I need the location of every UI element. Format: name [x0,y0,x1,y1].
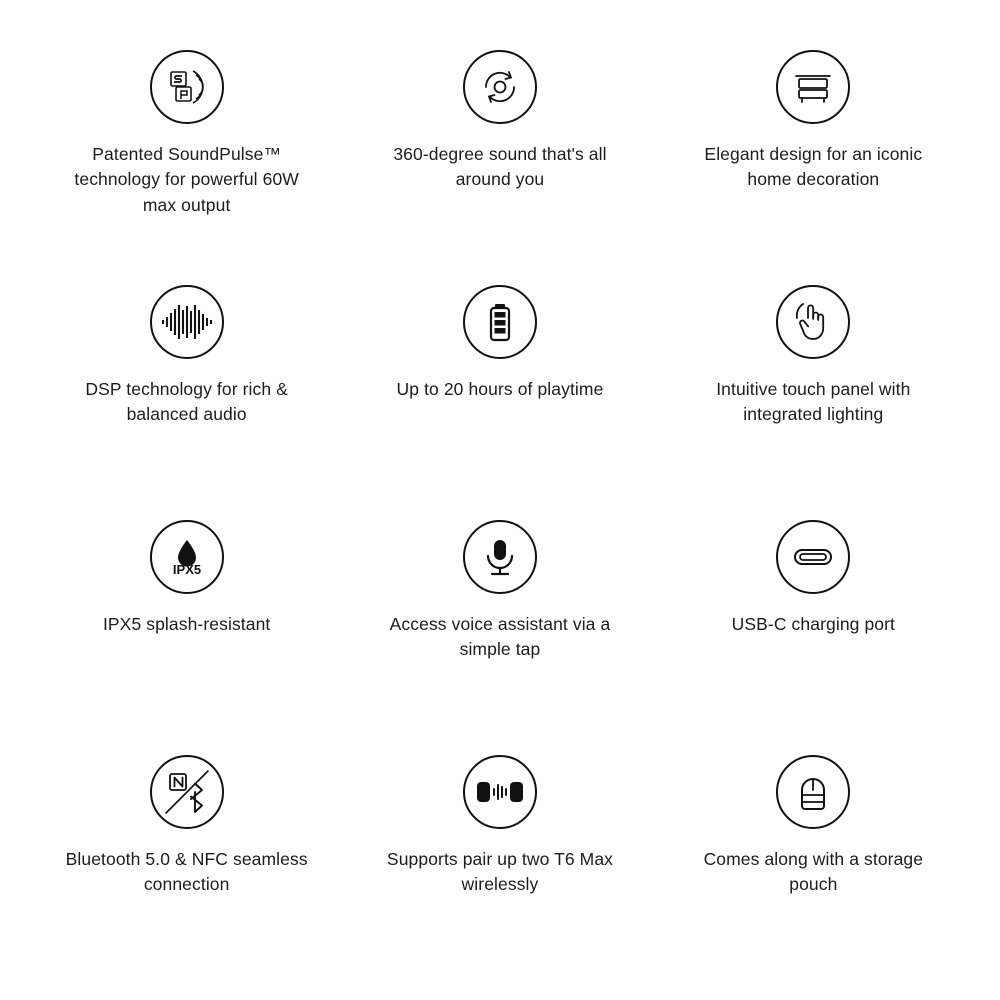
soundpulse-icon [150,50,224,124]
feature-item [343,745,656,980]
feature-item [343,40,656,275]
storage-pouch-icon [776,755,850,829]
touch-panel-hand-icon [776,285,850,359]
feature-item [30,745,343,980]
two-speakers-pairing-icon [463,755,537,829]
feature-label: Comes along with a storage pouch [703,849,924,895]
feature-item [30,510,343,745]
speaker-design-icon [776,50,850,124]
feature-item [343,275,656,510]
ipx5-waterdrop-icon [150,520,224,594]
feature-item [343,510,656,745]
feature-item [30,275,343,510]
feature-label: Intuitive touch panel with integrated lighting [716,379,911,425]
feature-label: Bluetooth 5.0 & NFC seamless connection [65,849,308,895]
feature-item [657,745,970,980]
feature-item [657,275,970,510]
feature-label: Supports pair up two T6 Max wirelessly [386,849,614,895]
feature-item [30,40,343,275]
feature-item [657,40,970,275]
feature-label: USB-C charging port [731,614,895,634]
feature-label: Access voice assistant via a simple tap [389,614,611,660]
dsp-waveform-icon [150,285,224,359]
feature-item [657,510,970,745]
usb-c-port-icon [776,520,850,594]
svg-text:IPX5: IPX5 [172,562,201,577]
360-degree-sound-icon [463,50,537,124]
feature-label: 360-degree sound that's all around you [393,144,607,190]
microphone-icon [463,520,537,594]
feature-label: DSP technology for rich & balanced audio [85,379,288,425]
battery-icon [463,285,537,359]
bluetooth-nfc-icon [150,755,224,829]
feature-label: Patented SoundPulse™ technology for powerful 60W max output [74,144,299,215]
feature-label: Up to 20 hours of playtime [396,379,604,399]
feature-label: Elegant design for an iconic home decoration [704,144,923,190]
feature-label: IPX5 splash-resistant [102,614,271,634]
